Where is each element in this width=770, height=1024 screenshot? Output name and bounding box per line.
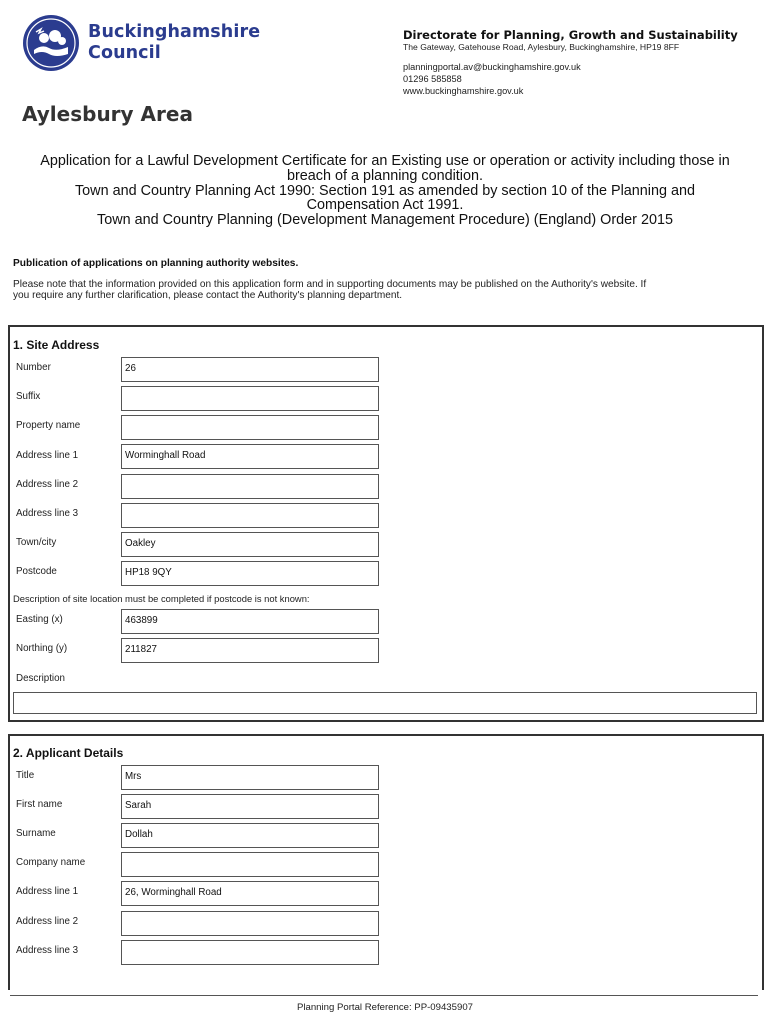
site-address-line2-label: Address line 2 xyxy=(16,479,79,490)
swan-logo-icon xyxy=(22,14,80,72)
publication-heading: Publication of applications on planning authority websites. xyxy=(13,258,299,269)
town-city-label: Town/city xyxy=(16,537,57,548)
site-address-line1-label: Address line 1 xyxy=(16,450,79,461)
surname-field[interactable]: Dollah xyxy=(121,823,379,848)
company-name-field[interactable] xyxy=(121,852,379,877)
company-name-label: Company name xyxy=(16,857,86,868)
easting-field[interactable]: 463899 xyxy=(121,609,379,634)
suffix-label: Suffix xyxy=(16,391,41,402)
title-field[interactable]: Mrs xyxy=(121,765,379,790)
planning-portal-reference: Planning Portal Reference: PP-09435907 xyxy=(296,1002,473,1013)
description-label: Description xyxy=(16,673,66,684)
applicant-address-line1-field[interactable]: 26, Worminghall Road xyxy=(121,881,379,906)
site-address-line2-field[interactable] xyxy=(121,474,379,499)
application-title-line2: breach of a planning condition. xyxy=(286,167,484,184)
application-title-line3: Town and Country Planning Act 1990: Section 191 as amended by section 10 of the Planning and xyxy=(74,182,696,199)
easting-label: Easting (x) xyxy=(16,614,63,625)
site-address-line3-field[interactable] xyxy=(121,503,379,528)
application-title-line5: Town and Country Planning (Development Management Procedure) (England) Order 2015 xyxy=(97,212,673,229)
publication-note-line2: you require any further clarification, please contact the Authority's planning department. xyxy=(13,290,403,302)
application-title-line1: Application for a Lawful Development Certificate for an Existing use or operation or activity including those in xyxy=(40,153,730,169)
applicant-address-line2-label: Address line 2 xyxy=(16,916,79,927)
title-label: Title xyxy=(16,770,35,781)
postcode-field[interactable]: HP18 9QY xyxy=(121,561,379,586)
application-title-line4: Compensation Act 1991. xyxy=(306,197,464,214)
applicant-address-line1-label: Address line 1 xyxy=(16,886,79,897)
site-address-title: 1. Site Address xyxy=(13,338,100,352)
site-address-line3-label: Address line 3 xyxy=(16,508,79,519)
site-address-line1-field[interactable]: Worminghall Road xyxy=(121,444,379,469)
site-location-note: Description of site location must be completed if postcode is not known: xyxy=(13,593,310,604)
number-field[interactable]: 26 xyxy=(121,357,379,382)
applicant-address-line3-field[interactable] xyxy=(121,940,379,965)
publication-note-line1: Please note that the information provided on this application form and in supporting documents may be published on the Authority's website. If xyxy=(13,279,647,290)
council-name xyxy=(88,22,260,64)
applicant-address-line3-label: Address line 3 xyxy=(16,945,79,956)
footer-divider xyxy=(10,995,758,996)
suffix-field[interactable] xyxy=(121,386,379,411)
directorate-address: The Gateway, Gatehouse Road, Aylesbury, Buckinghamshire, HP19 8FF xyxy=(403,42,680,52)
contact-website: www.buckinghamshire.gov.uk xyxy=(403,86,524,96)
council-name-line1: Buckinghamshire xyxy=(88,22,261,42)
council-logo xyxy=(22,14,260,72)
town-city-field[interactable]: Oakley xyxy=(121,532,379,557)
postcode-label: Postcode xyxy=(16,566,57,577)
directorate-title: Directorate for Planning, Growth and Sustainability xyxy=(403,28,738,42)
northing-label: Northing (y) xyxy=(16,643,68,654)
council-name-line2: Council xyxy=(88,43,161,63)
surname-label: Surname xyxy=(16,828,56,839)
first-name-field[interactable]: Sarah xyxy=(121,794,379,819)
applicant-address-line2-field[interactable] xyxy=(121,911,379,936)
first-name-label: First name xyxy=(16,799,63,810)
description-field[interactable] xyxy=(13,692,757,714)
area-title: Aylesbury Area xyxy=(22,102,193,126)
contact-email: planningportal.av@buckinghamshire.gov.uk xyxy=(403,62,581,72)
northing-field[interactable]: 211827 xyxy=(121,638,379,663)
number-label: Number xyxy=(16,362,51,373)
applicant-details-title: 2. Applicant Details xyxy=(13,746,124,760)
property-name-field[interactable] xyxy=(121,415,379,440)
property-name-label: Property name xyxy=(16,420,81,431)
publication-note xyxy=(13,279,758,302)
contact-phone: 01296 585858 xyxy=(403,74,462,84)
application-title xyxy=(8,154,762,228)
